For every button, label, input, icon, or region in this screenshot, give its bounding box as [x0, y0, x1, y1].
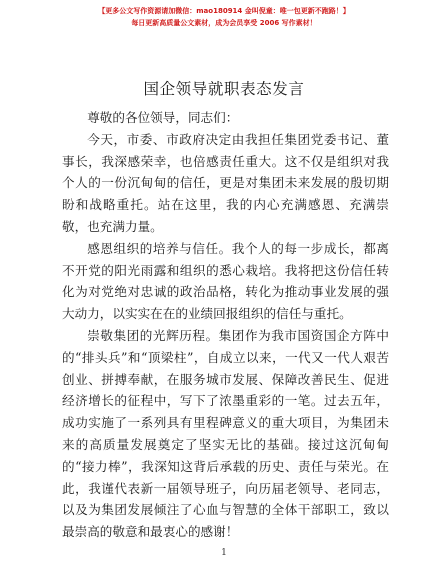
page-number: 1 — [221, 548, 227, 558]
paragraph-2: 感恩组织的培养与信任。我个人的每一步成长，都离不开党的阳光雨露和组织的悉心栽培。我将把这份信任转化为对党绝对忠诚的政治品格，转化为推动事业发展的强大动力，以实实在在的业绩回报组织的信任与重托。 — [62, 240, 389, 322]
promo-banner — [0, 5, 448, 29]
salutation: 尊敬的各位领导，同志们： — [87, 110, 239, 125]
paragraph-1: 今天，市委、市政府决定由我担任集团党委书记、董事长，我深感荣幸，也倍感责任重大。这不仅是组织对我个人的一份沉甸甸的信任，更是对集团未来发展的殷切期盼和战略重托。站在这里，我的内心充满感恩、充满崇敬，也充满力量。 — [62, 131, 389, 234]
promo-banner-line-2: 每日更新高质量公文素材，成为会员享受 2006 写作素材！ — [131, 19, 317, 27]
document-body — [62, 107, 389, 543]
promo-banner-line-1: 【更多公文写作资源请加微信：mao180914 金叫倪童：唯一包更新不跑路！】 — [98, 7, 350, 15]
paragraph-3: 崇敬集团的光辉历程。集团作为我市国资国企方阵中的“排头兵”和“顶梁柱”，自成立以来，一代又一代人艰苦创业、拼搏奉献，在服务城市发展、保障改善民生、促进经济增长的征程中，写下了浓墨重彩的一笔。过去五年，成功实施了一系列具有里程碑意义的重大项目，为集团未来的高质量发展奠定了坚实无比的基础。接过这沉甸甸的“接力棒”，我深知这背后承载的历史、责任与荣光。在此，我谨代表新一届领导班子，向历届老领导、老同志，以及为集团发展倾注了心血与智慧的全体干部职工，致以最崇高的敬意和最衷心的感谢！ — [62, 327, 389, 540]
document-title: 国企领导就职表态发言 — [143, 80, 305, 98]
